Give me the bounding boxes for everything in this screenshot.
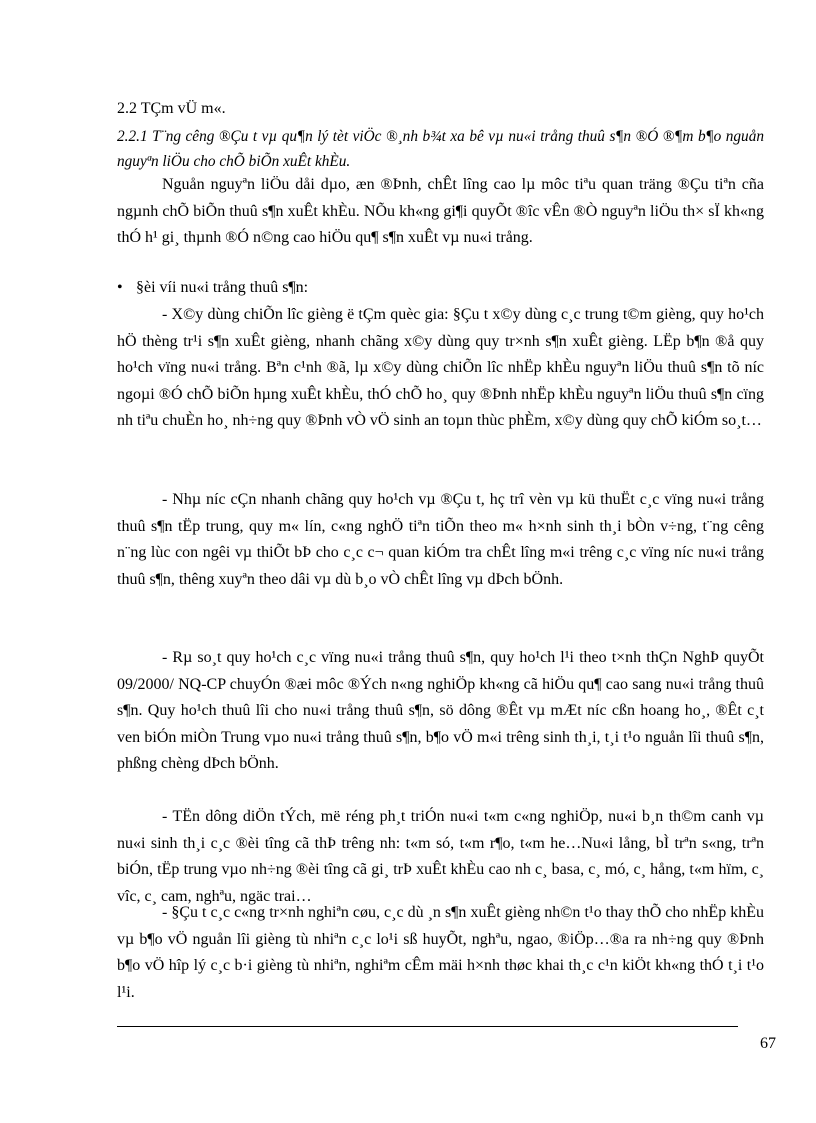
bullet-text: §èi víi nu«i trång thuû s¶n: bbox=[136, 279, 309, 296]
subsection-heading: 2.2.1 T¨ng cêng ®Çu t vµ qu¶n lý tèt viÖc ®¸nh b¾t xa bê vµ nu«i trång thuû s¶n ®Ó ®¶m b¶o nguån nguyªn liÖu cho chÕ biÕn xuÊt khÈu. bbox=[117, 128, 764, 170]
paragraph-expand-farming: - TËn dông diÖn tÝch, më réng ph¸t triÓn nu«i t«m c«ng nghiÖp, nu«i b¸n th©m canh vµ nu«i sinh th¸i c¸c ®èi tîng cã thÞ trêng nh: t«m só, t«m r¶o, t«m he…Nu«i lång, bÌ trªn s«ng, trªn biÓn, tËp trung vµo nh÷ng ®èi tîng cã gi¸ trÞ xuÊt khÈu cao nh c¸ basa, c¸ mó, c¸ hång, t«m hïm, c¸ vîc, c¸ cam, nghªu, ngäc trai… bbox=[117, 808, 764, 905]
intro-paragraph: Nguån nguyªn liÖu dåi dµo, æn ®Þnh, chÊt lîng cao lµ môc tiªu quan träng ®Çu tiªn cña ngµnh chÕ biÕn thuû s¶n xuÊt khÈu. NÕu kh«ng gi¶i quyÕt ®îc vÊn ®Ò nguyªn liÖu th× sÏ kh«ng thÓ h¹ gi¸ thµnh ®Ó n©ng cao hiÖu qu¶ s¶n xuÊt vµ nu«i trång. bbox=[117, 176, 764, 246]
footer-divider bbox=[117, 1026, 738, 1027]
section-heading: 2.2 TÇm vÜ m«. bbox=[117, 100, 226, 117]
bullet-icon: • bbox=[117, 279, 123, 296]
bullet-item bbox=[117, 276, 308, 300]
paragraph-review-planning: - Rµ so¸t quy ho¹ch c¸c vïng nu«i trång thuû s¶n, quy ho¹ch l¹i theo t×nh thÇn NghÞ quyÕt 09/2000/ NQ-CP chuyÓn ®æi môc ®Ých n«ng nghiÖp kh«ng cã hiÖu qu¶ cao sang nu«i trång thuû s¶n. Quy ho¹ch thuû lîi cho nu«i trång thuû s¶n, sö dông ®Êt vµ mÆt níc cßn hoang ho¸, ®Êt c¸t ven biÓn miÒn Trung vµo nu«i trång thuû s¶n, b¶o vÖ m«i trêng sinh th¸i, t¸i t¹o nguån lîi thuû s¶n, phßng chèng dÞch bÖnh. bbox=[117, 649, 764, 772]
paragraph-research-investment: - §Çu t c¸c c«ng tr×nh nghiªn cøu, c¸c dù ¸n s¶n xuÊt gièng nh©n t¹o thay thÕ cho nhËp khÈu vµ b¶o vÖ nguån lîi gièng tù nhiªn c¸c lo¹i sß huyÕt, nghªu, ngao, ®iÖp…®a ra nh÷ng quy ®Þnh b¶o vÖ hîp lý c¸c b·i gièng tù nhiªn, nghiªm cÊm mäi h×nh thøc khai th¸c c¹n kiÖt kh«ng thÓ t¸i t¹o l¹i. bbox=[117, 904, 764, 1001]
paragraph-breeding-strategy: - X©y dùng chiÕn lîc gièng ë tÇm quèc gia: §Çu t x©y dùng c¸c trung t©m gièng, quy ho¹ch hÖ thèng tr¹i s¶n xuÊt gièng, nhanh chãng x©y dùng quy tr×nh s¶n xuÊt gièng. LËp b¶n ®å quy ho¹ch vïng nu«i trång. Bªn c¹nh ®ã, lµ x©y dùng chiÕn lîc nhËp khÈu nguyªn liÖu thuû s¶n tõ níc ngoµi ®Ó chÕ biÕn hµng xuÊt khÈu, thÓ chÕ ho¸ quy ®Þnh nhËp khÈu nguyªn liÖu thuû s¶n cïng nh tiªu chuÈn ho¸ nh÷ng quy ®Þnh vÒ vÖ sinh an toµn thùc phÈm, x©y dùng quy chÕ kiÓm so¸t… bbox=[117, 306, 764, 429]
page-number: 67 bbox=[760, 1035, 776, 1052]
paragraph-state-investment: - Nhµ níc cÇn nhanh chãng quy ho¹ch vµ ®Çu t, hç trî vèn vµ kü thuËt c¸c vïng nu«i trång thuû s¶n tËp trung, quy m« lín, c«ng nghÖ tiªn tiÕn theo m« h×nh sinh th¸i bÒn v÷ng, t¨ng cêng n¨ng lùc con ngêi vµ thiÕt bÞ cho c¸c c¬ quan kiÓm tra chÊt lîng m«i trêng c¸c vïng níc nu«i trång thuû s¶n, thêng xuyªn theo dâi vµ dù b¸o vÒ chÊt lîng vµ dÞch bÖnh. bbox=[117, 491, 764, 588]
